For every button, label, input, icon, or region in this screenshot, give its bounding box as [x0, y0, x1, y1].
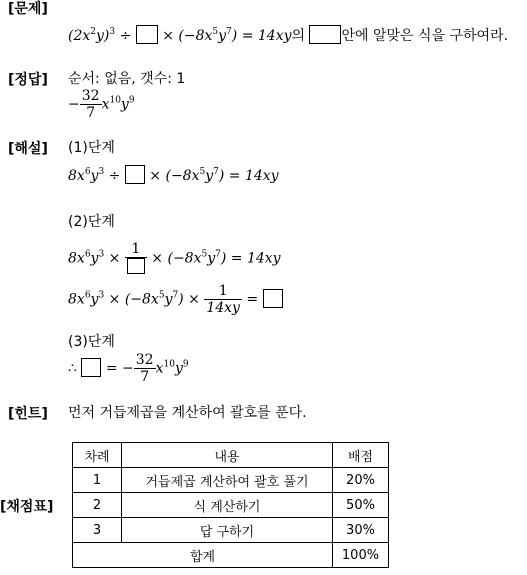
table-row — [73, 468, 389, 493]
problem-label: [문제] — [8, 1, 48, 17]
reciprocal-fraction: 1 — [125, 241, 147, 276]
table-cell: 1 — [73, 468, 122, 493]
hint-text: 먼저 거듭제곱을 계산하여 괄호를 푼다. — [68, 405, 307, 421]
header-cell: 내용 — [122, 443, 333, 468]
table-cell: 20% — [333, 468, 389, 493]
table-cell: 3 — [73, 518, 122, 543]
header-cell: 차례 — [73, 443, 122, 468]
blank-box — [81, 358, 101, 377]
table-row — [73, 518, 389, 543]
table-row — [73, 493, 389, 518]
header-cell: 배점 — [333, 443, 389, 468]
fraction-1-over-14xy: $\frac{1}{14xy}$ — [206, 283, 240, 316]
step3-title: (3)단계 — [68, 334, 115, 350]
solution-label: [해설] — [8, 141, 48, 157]
step1-title: (1)단계 — [68, 140, 115, 156]
total-label-cell: 합계 — [73, 543, 333, 568]
answer-label: [정답] — [8, 72, 48, 88]
scoring-table — [72, 442, 389, 568]
hint-label: [힌트] — [8, 406, 48, 422]
blank-box-large — [309, 25, 341, 44]
table-cell: 답 구하기 — [122, 518, 333, 543]
answer-fraction: $\frac{32}{7}$ — [135, 352, 154, 385]
table-cell: 50% — [333, 493, 389, 518]
table-header-row — [73, 443, 389, 468]
answer-order-count: 순서: 없음, 갯수: 1 — [68, 71, 186, 87]
problem-statement: $(2x^2y)^3$ ÷ × $(-8x^5y^7) = 14xy$의 안에 알맞은 식을 구하여라. — [68, 27, 509, 44]
step3-equation: ∴ = − $\frac{32}{7}$ $x^{10}y^9$ — [68, 352, 189, 385]
table-cell: 2 — [73, 493, 122, 518]
answer-expression: − $\frac{32}{7}$ $x^{10}y^9$ — [68, 88, 135, 121]
table-cell: 식 계산하기 — [122, 493, 333, 518]
scoring-label: [채점표] — [0, 499, 54, 515]
blank-box — [136, 25, 158, 44]
blank-box — [263, 289, 283, 308]
total-value-cell: 100% — [333, 543, 389, 568]
step2-equation-2: $8x^6y^3 \times (-8x^5y^7)$ × $\frac{1}{14xy}$ = — [68, 283, 283, 316]
answer-fraction: $\frac{32}{7}$ — [81, 88, 100, 121]
table-cell: 거듭제곱 계산하여 괄호 풀기 — [122, 468, 333, 493]
table-total-row — [73, 543, 389, 568]
table-cell: 30% — [333, 518, 389, 543]
step2-equation-1: $8x^6y^3$ × 1 × $(-8x^5y^7) = 14xy$ — [68, 241, 281, 276]
blank-box — [127, 258, 145, 274]
step1-equation: $8x^6y^3$ ÷ × $(-8x^5y^7) = 14xy$ — [68, 167, 279, 184]
step2-title: (2)단계 — [68, 214, 115, 230]
blank-box — [125, 165, 145, 184]
